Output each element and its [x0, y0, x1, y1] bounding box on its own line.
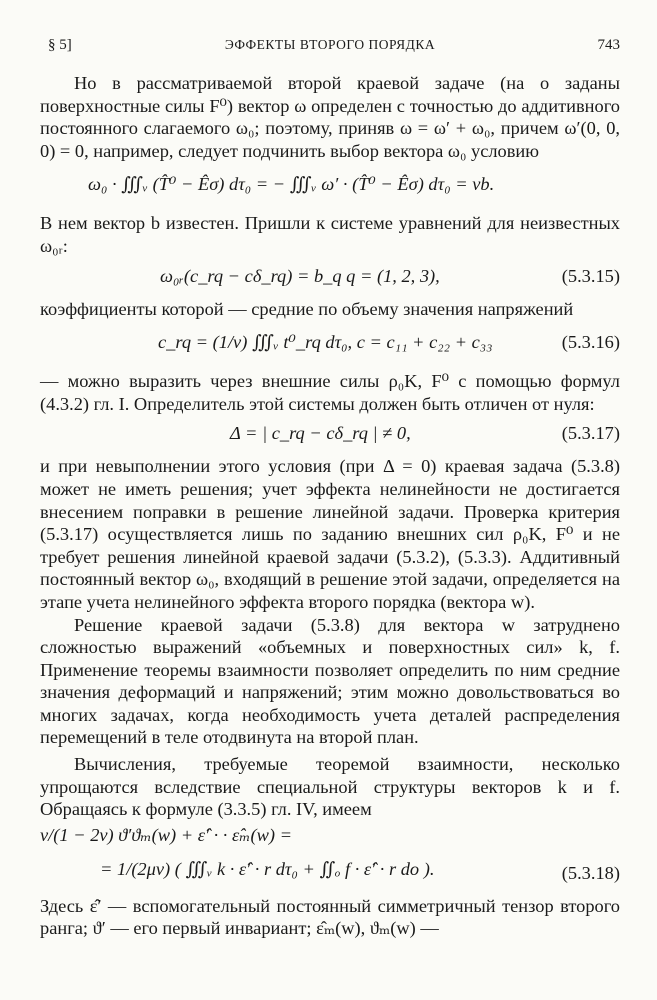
- equation-5-3-17-number: (5.3.17): [561, 423, 620, 444]
- equation-5-3-15-number: (5.3.15): [561, 265, 620, 286]
- equation-5-3-16: [40, 320, 620, 370]
- paragraph-1: Но в рассматриваемой второй краевой задаче (на o заданы поверхностные силы F⁰) вектор ω определен с точностью до аддитивного постоянного слагаемого ω₀; поэтому, приняв ω = ω′ + ω₀, причем ω′(0, 0, 0) = 0, например, следует подчинить выбор вектора ω₀ условию: [40, 73, 620, 161]
- book-page: [40, 0, 620, 1000]
- equation-5-3-16-formula: c_rq = (1/v) ∭ᵥ t⁰_rq dτ₀, c = c₁₁ + c₂₂ + c₃₃: [158, 332, 493, 353]
- running-header: [40, 37, 620, 57]
- equation-5-3-18-line-1: ν/(1 − 2ν) ϑ′ϑₘ(w) + ε̂′ · · ε̂ₘ(w) =: [40, 824, 293, 845]
- paragraph-3: коэффициенты которой — средние по объему значения напряжений: [40, 298, 574, 319]
- paragraph-7: Вычисления, требуемые теоремой взаимности, несколько упрощаются вследствие специальной структуры векторов k и f. Обращаясь к формуле (3.3.5) гл. IV, имеем: [40, 754, 620, 820]
- running-title: ЭФФЕКТЫ ВТОРОГО ПОРЯДКА: [224, 37, 436, 52]
- paragraph-2: В нем вектор b известен. Пришли к системе уравнений для неизвестных ω₀ᵣ:: [40, 213, 620, 256]
- equation-5-3-15: [40, 258, 620, 298]
- equation-omega0-formula: ω₀ · ∭ᵥ (T̂⁰ − Êσ) dτ₀ = − ∭ᵥ ω′ · (T̂⁰ − Êσ) dτ₀ = vb.: [88, 174, 495, 195]
- page-body: [40, 72, 620, 940]
- equation-5-3-17: [40, 415, 620, 455]
- equation-5-3-18-line-2: = 1/(2μv) ( ∭ᵥ k · ε̂′ · r dτ₀ + ∬ₒ f · ε̂′ · r do ).: [100, 858, 435, 879]
- paragraph-6: Решение краевой задачи (5.3.8) для вектора w затруднено сложностью выражений «объемных и поверхностных сил» k, f. Применение теоремы взаимности позволяет определить по ним средние значения деформаций и напряжений; этим можно довольствоваться во многих задачах, когда необходимость учета деталей распределения перемещений в теле отодвинута на второй план.: [40, 614, 620, 748]
- paragraph-4: — можно выразить через внешние силы ρ₀K, F⁰ с помощью формул (4.3.2) гл. I. Определитель этой системы должен быть отличен от нуля:: [40, 371, 620, 414]
- paragraph-8: Здесь ε̂′ — вспомогательный постоянный симметричный тензор второго ранга; ϑ′ — его первый инвариант; ε̂ₘ(w), ϑₘ(w) —: [40, 895, 620, 939]
- equation-5-3-17-formula: Δ = | c_rq − cδ_rq | ≠ 0,: [230, 423, 411, 444]
- equation-5-3-18: [40, 821, 620, 895]
- section-label: § 5]: [48, 37, 72, 53]
- page-number: 743: [597, 37, 620, 53]
- equation-5-3-15-formula: ω₀ᵣ(c_rq − cδ_rq) = b_q q = (1, 2, 3),: [160, 265, 440, 286]
- equation-5-3-18-number: (5.3.18): [561, 862, 620, 883]
- equation-5-3-16-number: (5.3.16): [561, 332, 620, 353]
- equation-omega0: [40, 162, 620, 212]
- paragraph-5: и при невыполнении этого условия (при Δ = 0) краевая задача (5.3.8) может не иметь решения; учет эффекта нелинейности не достигается внесением поправки в решение линейной задачи. Проверка критерия (5.3.17) осуществляется лишь по заданию внешних сил ρ₀K, F⁰ и не требует решения линейной краевой задачи (5.3.2), (5.3.3). Аддитивный постоянный вектор ω₀, входящий в решение этой задачи, определяется на этапе учета нелинейного эффекта второго порядка (вектора w).: [40, 456, 620, 612]
